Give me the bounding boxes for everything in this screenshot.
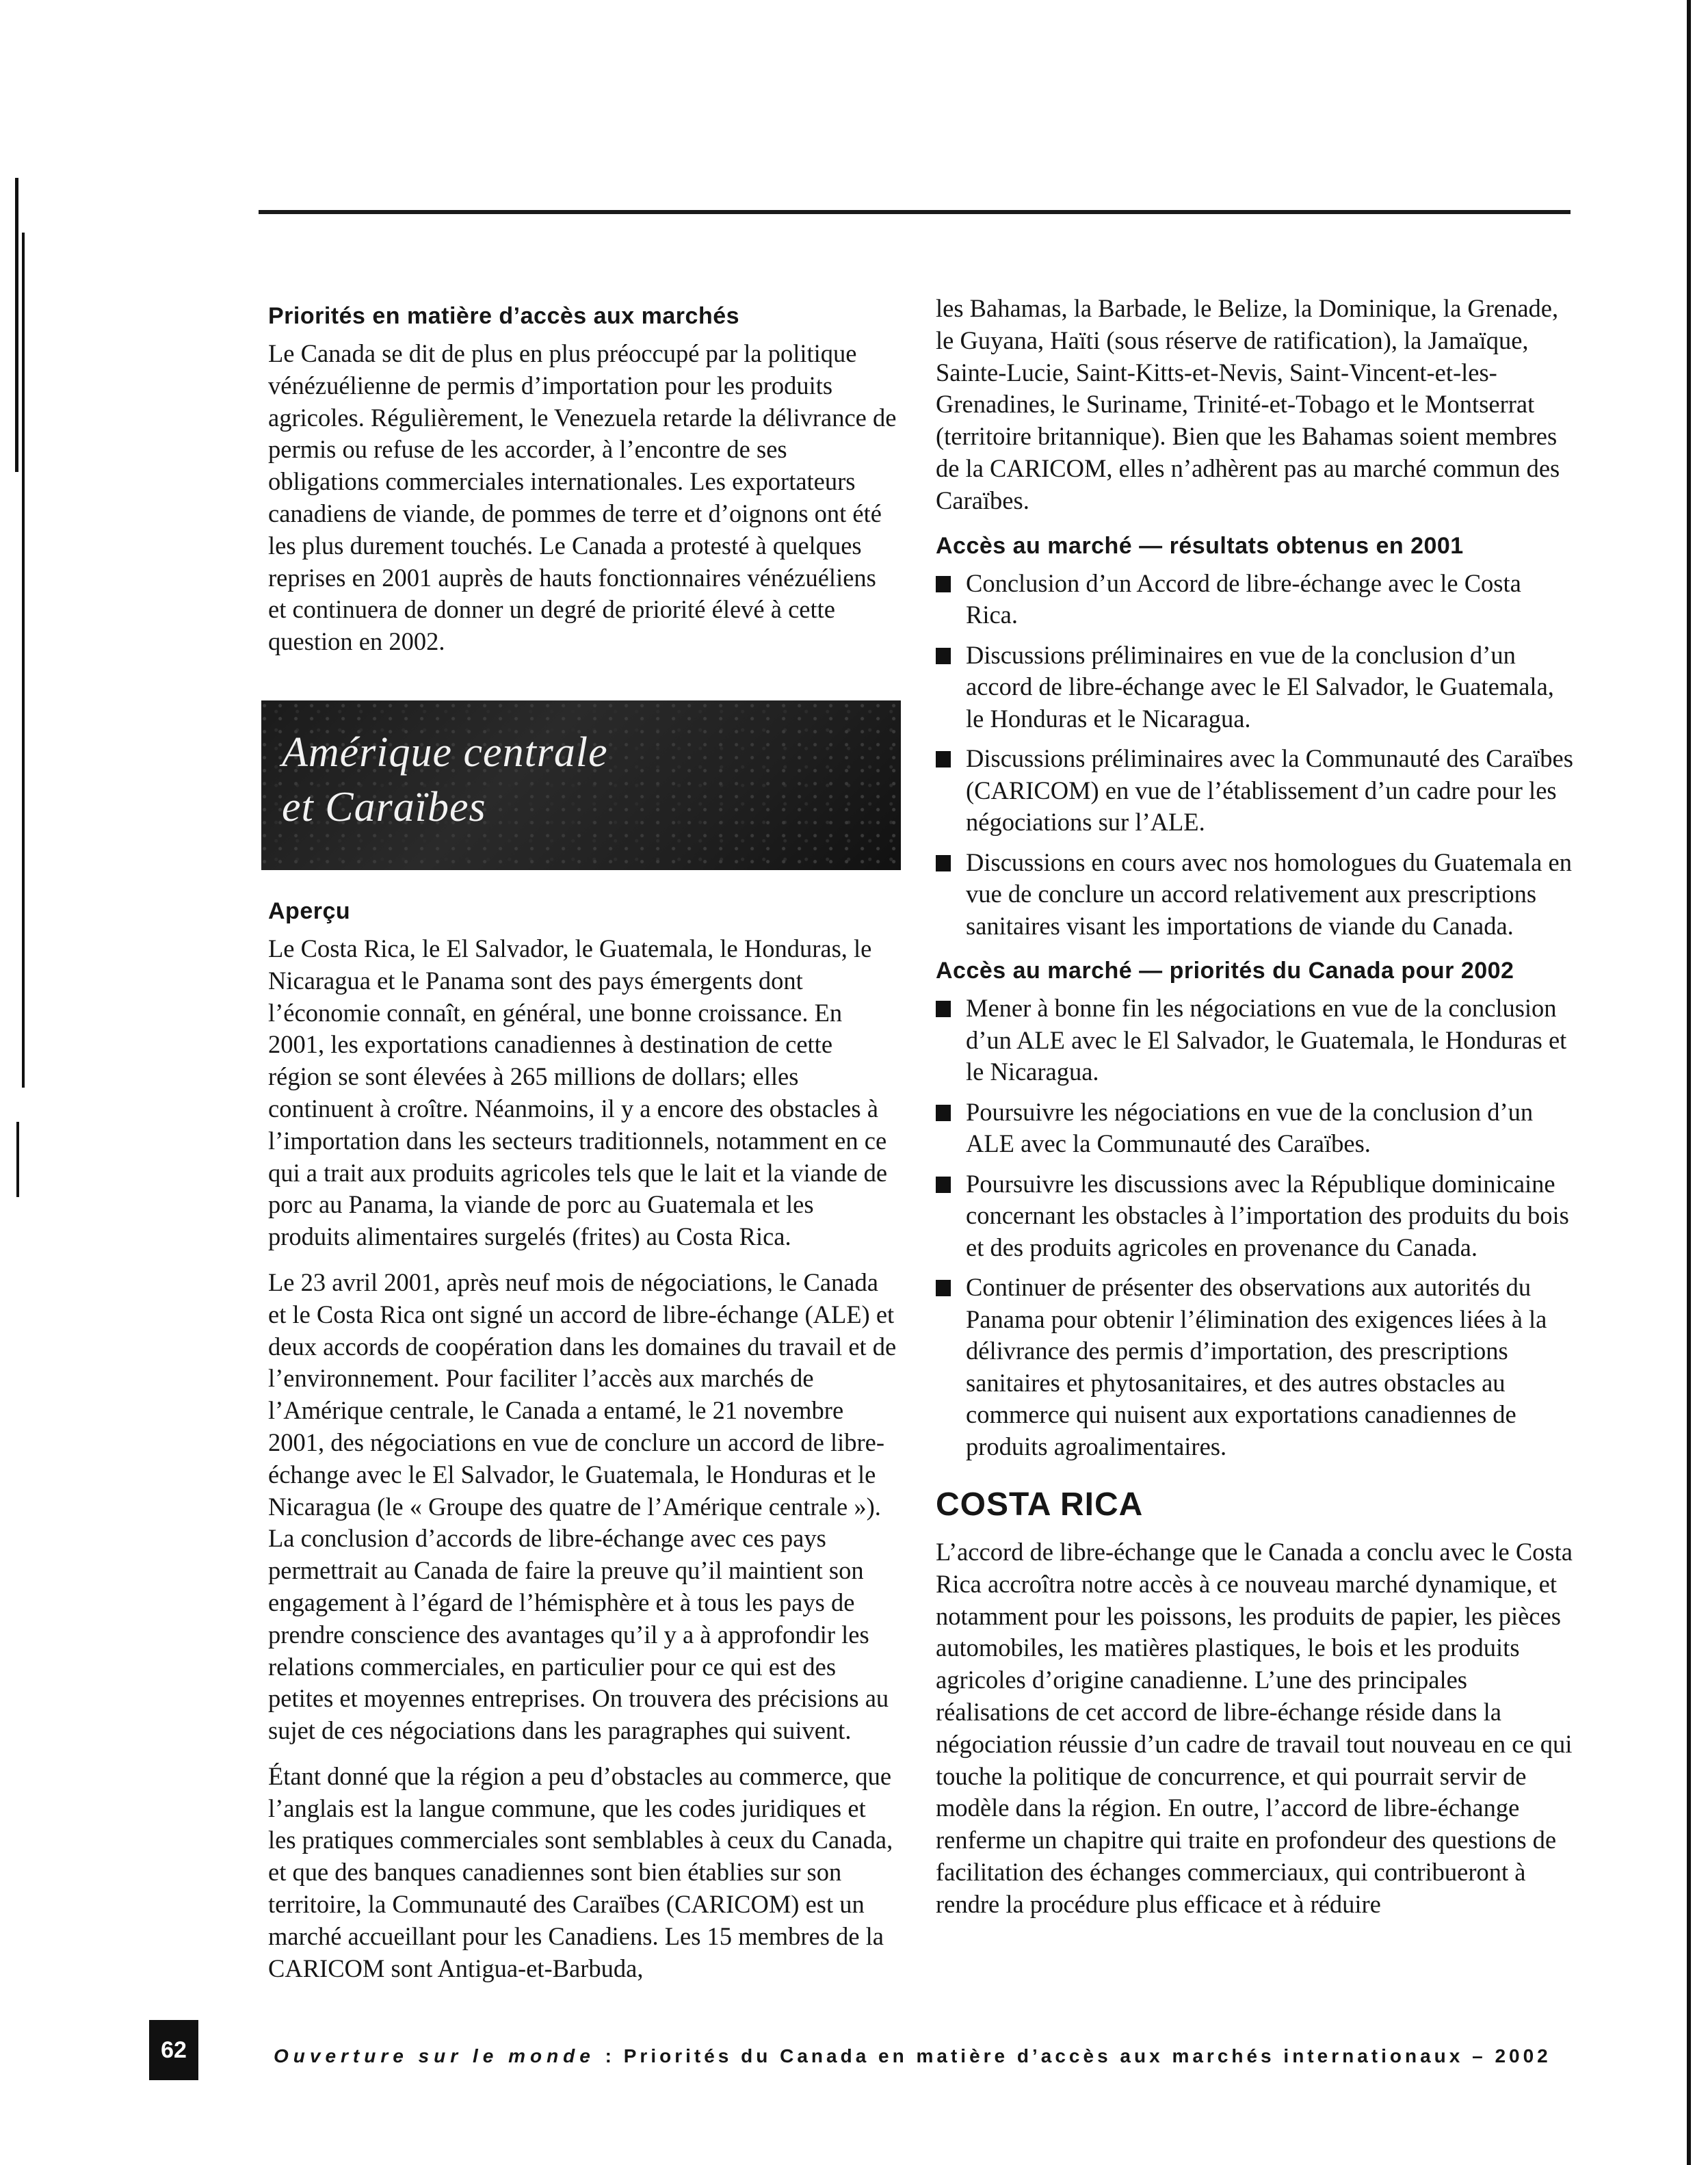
heading-overview: Aperçu xyxy=(268,897,351,924)
scan-edge-left-3 xyxy=(16,1122,19,1197)
list-item: Continuer de présenter des observations aux autorités du Panama pour obtenir l’élimination des exigences liées à la délivrance des permis d’importation, des prescriptions sanitaires et phytosanitaires, et des autres obstacles au commerce qui nuisent aux exportations canadiennes de produits agroalimentaires. xyxy=(936,1272,1575,1462)
heading-market-access-priorities: Priorités en matière d’accès aux marchés xyxy=(268,303,740,329)
scan-edge-left-2 xyxy=(22,233,25,1088)
square-bullet-icon xyxy=(936,751,951,767)
square-bullet-icon xyxy=(936,1001,951,1017)
priorities-list xyxy=(936,993,1575,1462)
overview-paragraph-1: Le Costa Rica, le El Salvador, le Guatemala, le Honduras, le Nicaragua et le Panama sont des pays émergents dont l’économie connaît, en général, une bonne croissance. En 2001, les exportations canadiennes à destination de cette région se sont élevées à 265 millions de dollars; elles continuent à croître. Néanmoins, il y a encore des obstacles à l’importation dans les secteurs traditionnels, notamment en ce qui a trait aux produits agricoles tels que le lait et la viande de porc au Panama, la viande de porc au Guatemala et les produits alimentaires surgelés (frites) au Costa Rica. xyxy=(268,934,888,1251)
heading-results-2001: Accès au marché — résultats obtenus en 2001 xyxy=(936,532,1464,559)
page-number: 62 xyxy=(149,2020,198,2080)
running-footer xyxy=(274,2045,1573,2067)
list-item: Poursuivre les discussions avec la République dominicaine concernant les obstacles à l’importation des produits du bois et des produits agricoles en provenance du Canada. xyxy=(936,1168,1575,1264)
footer-publication-title: Ouverture sur le monde xyxy=(274,2045,595,2066)
caricom-continuation-paragraph: les Bahamas, la Barbade, le Belize, la Dominique, la Grenade, le Guyana, Haïti (sous réserve de ratification), la Jamaïque, Sainte-Lucie, Saint-Kitts-et-Nevis, Saint-Vincent-et-les-Grenadines, le Suriname, Trinité-et-Tobago et le Montserrat (territoire britannique). Bien que les Bahamas soient membres de la CARICOM, elles n’adhèrent pas au marché commun des Caraïbes. xyxy=(936,294,1560,514)
section-banner xyxy=(261,700,901,870)
right-column xyxy=(936,293,1575,1934)
square-bullet-icon xyxy=(936,1280,951,1296)
left-column xyxy=(268,294,897,1998)
square-bullet-icon xyxy=(936,648,951,664)
overview-paragraph-3: Étant donné que la région a peu d’obstacles au commerce, que l’anglais est la langue commune, que les codes juridiques et les pratiques commerciales sont semblables à ceux du Canada, et que des banques canadiennes sont bien établies sur son territoire, la Communauté des Caraïbes (CARICOM) est un marché accueillant pour les Canadiens. Les 15 membres de la CARICOM sont Antigua-et-Barbuda, xyxy=(268,1761,893,1982)
banner-line-1: Amérique centrale xyxy=(282,729,608,776)
heading-priorities-2002: Accès au marché — priorités du Canada pour 2002 xyxy=(936,958,1514,984)
list-item: Discussions préliminaires en vue de la conclusion d’un accord de libre-échange avec le El Salvador, le Guatemala, le Honduras et le Nicaragua. xyxy=(936,640,1575,735)
scan-edge-right xyxy=(1687,0,1691,2165)
venezuela-paragraph: Le Canada se dit de plus en plus préoccupé par la politique vénézuélienne de permis d’importation pour les produits agricoles. Régulièrement, le Venezuela retarde la délivrance de permis ou refuse de les accorder, à l’encontre de ses obligations commerciales internationales. Les exportateurs canadiens de viande, de pommes de terre et d’oignons ont été les plus durement touchés. Le Canada a protesté à quelques reprises en 2001 auprès de hauts fonctionnaires vénézuéliens et continuera de donner un degré de priorité élevé à cette question en 2002. xyxy=(268,339,897,656)
square-bullet-icon xyxy=(936,576,951,592)
list-item: Poursuivre les négociations en vue de la conclusion d’un ALE avec la Communauté des Caraïbes. xyxy=(936,1097,1575,1160)
scan-edge-left-1 xyxy=(15,178,18,472)
list-item: Discussions préliminaires avec la Communauté des Caraïbes (CARICOM) en vue de l’établissement d’un cadre pour les négociations sur l’ALE. xyxy=(936,743,1575,839)
list-item: Mener à bonne fin les négociations en vue de la conclusion d’un ALE avec le El Salvador, le Guatemala, le Honduras et le Nicaragua. xyxy=(936,993,1575,1088)
costa-rica-paragraph: L’accord de libre-échange que le Canada a conclu avec le Costa Rica accroîtra notre accès à ce nouveau marché dynamique, et notamment pour les poissons, les produits de papier, les pièces automobiles, les matières plastiques, le bois et les produits agricoles d’origine canadienne. L’une des principales réalisations de cet accord de libre-échange réside dans la négociation réussie d’un cadre de travail tout nouveau en ce qui touche la politique de concurrence, et qui pourrait servir de modèle dans la région. En outre, l’accord de libre-échange renferme un chapitre qui traite en profondeur des questions de facilitation des échanges commerciaux, qui contribueront à rendre la procédure plus efficace et à réduire xyxy=(936,1538,1573,1918)
heading-costa-rica: COSTA RICA xyxy=(936,1486,1144,1523)
square-bullet-icon xyxy=(936,1105,951,1121)
overview-paragraph-2: Le 23 avril 2001, après neuf mois de négociations, le Canada et le Costa Rica ont signé un accord de libre-échange (ALE) et deux accords de coopération dans les domaines du travail et de l’environnement. Pour faciliter l’accès aux marchés de l’Amérique centrale, le Canada a entamé, le 21 novembre 2001, des négociations en vue de conclure un accord de libre-échange avec le El Salvador, le Guatemala, le Honduras et le Nicaragua (le « Groupe des quatre de l’Amérique centrale »). La conclusion d’accords de libre-échange avec ces pays permettrait au Canada de faire la preuve qu’il maintient son engagement à l’égard de l’hémisphère et à tous les pays de prendre conscience des avantages qu’il y a à approfondir les relations commerciales, en particulier pour ce qui est des petites et moyennes entreprises. On trouvera des précisions au sujet de ces négociations dans les paragraphes qui suivent. xyxy=(268,1268,897,1745)
results-list xyxy=(936,568,1575,943)
banner-line-2: et Caraïbes xyxy=(282,783,486,830)
list-item: Conclusion d’un Accord de libre-échange avec le Costa Rica. xyxy=(936,568,1575,631)
list-item: Discussions en cours avec nos homologues du Guatemala en vue de conclure un accord relativement aux prescriptions sanitaires visant les importations de viande du Canada. xyxy=(936,847,1575,943)
footer-publication-subtitle: : Priorités du Canada en matière d’accès aux marchés internationaux – 2002 xyxy=(605,2045,1551,2066)
header-rule xyxy=(259,210,1571,214)
square-bullet-icon xyxy=(936,855,951,871)
square-bullet-icon xyxy=(936,1177,951,1193)
